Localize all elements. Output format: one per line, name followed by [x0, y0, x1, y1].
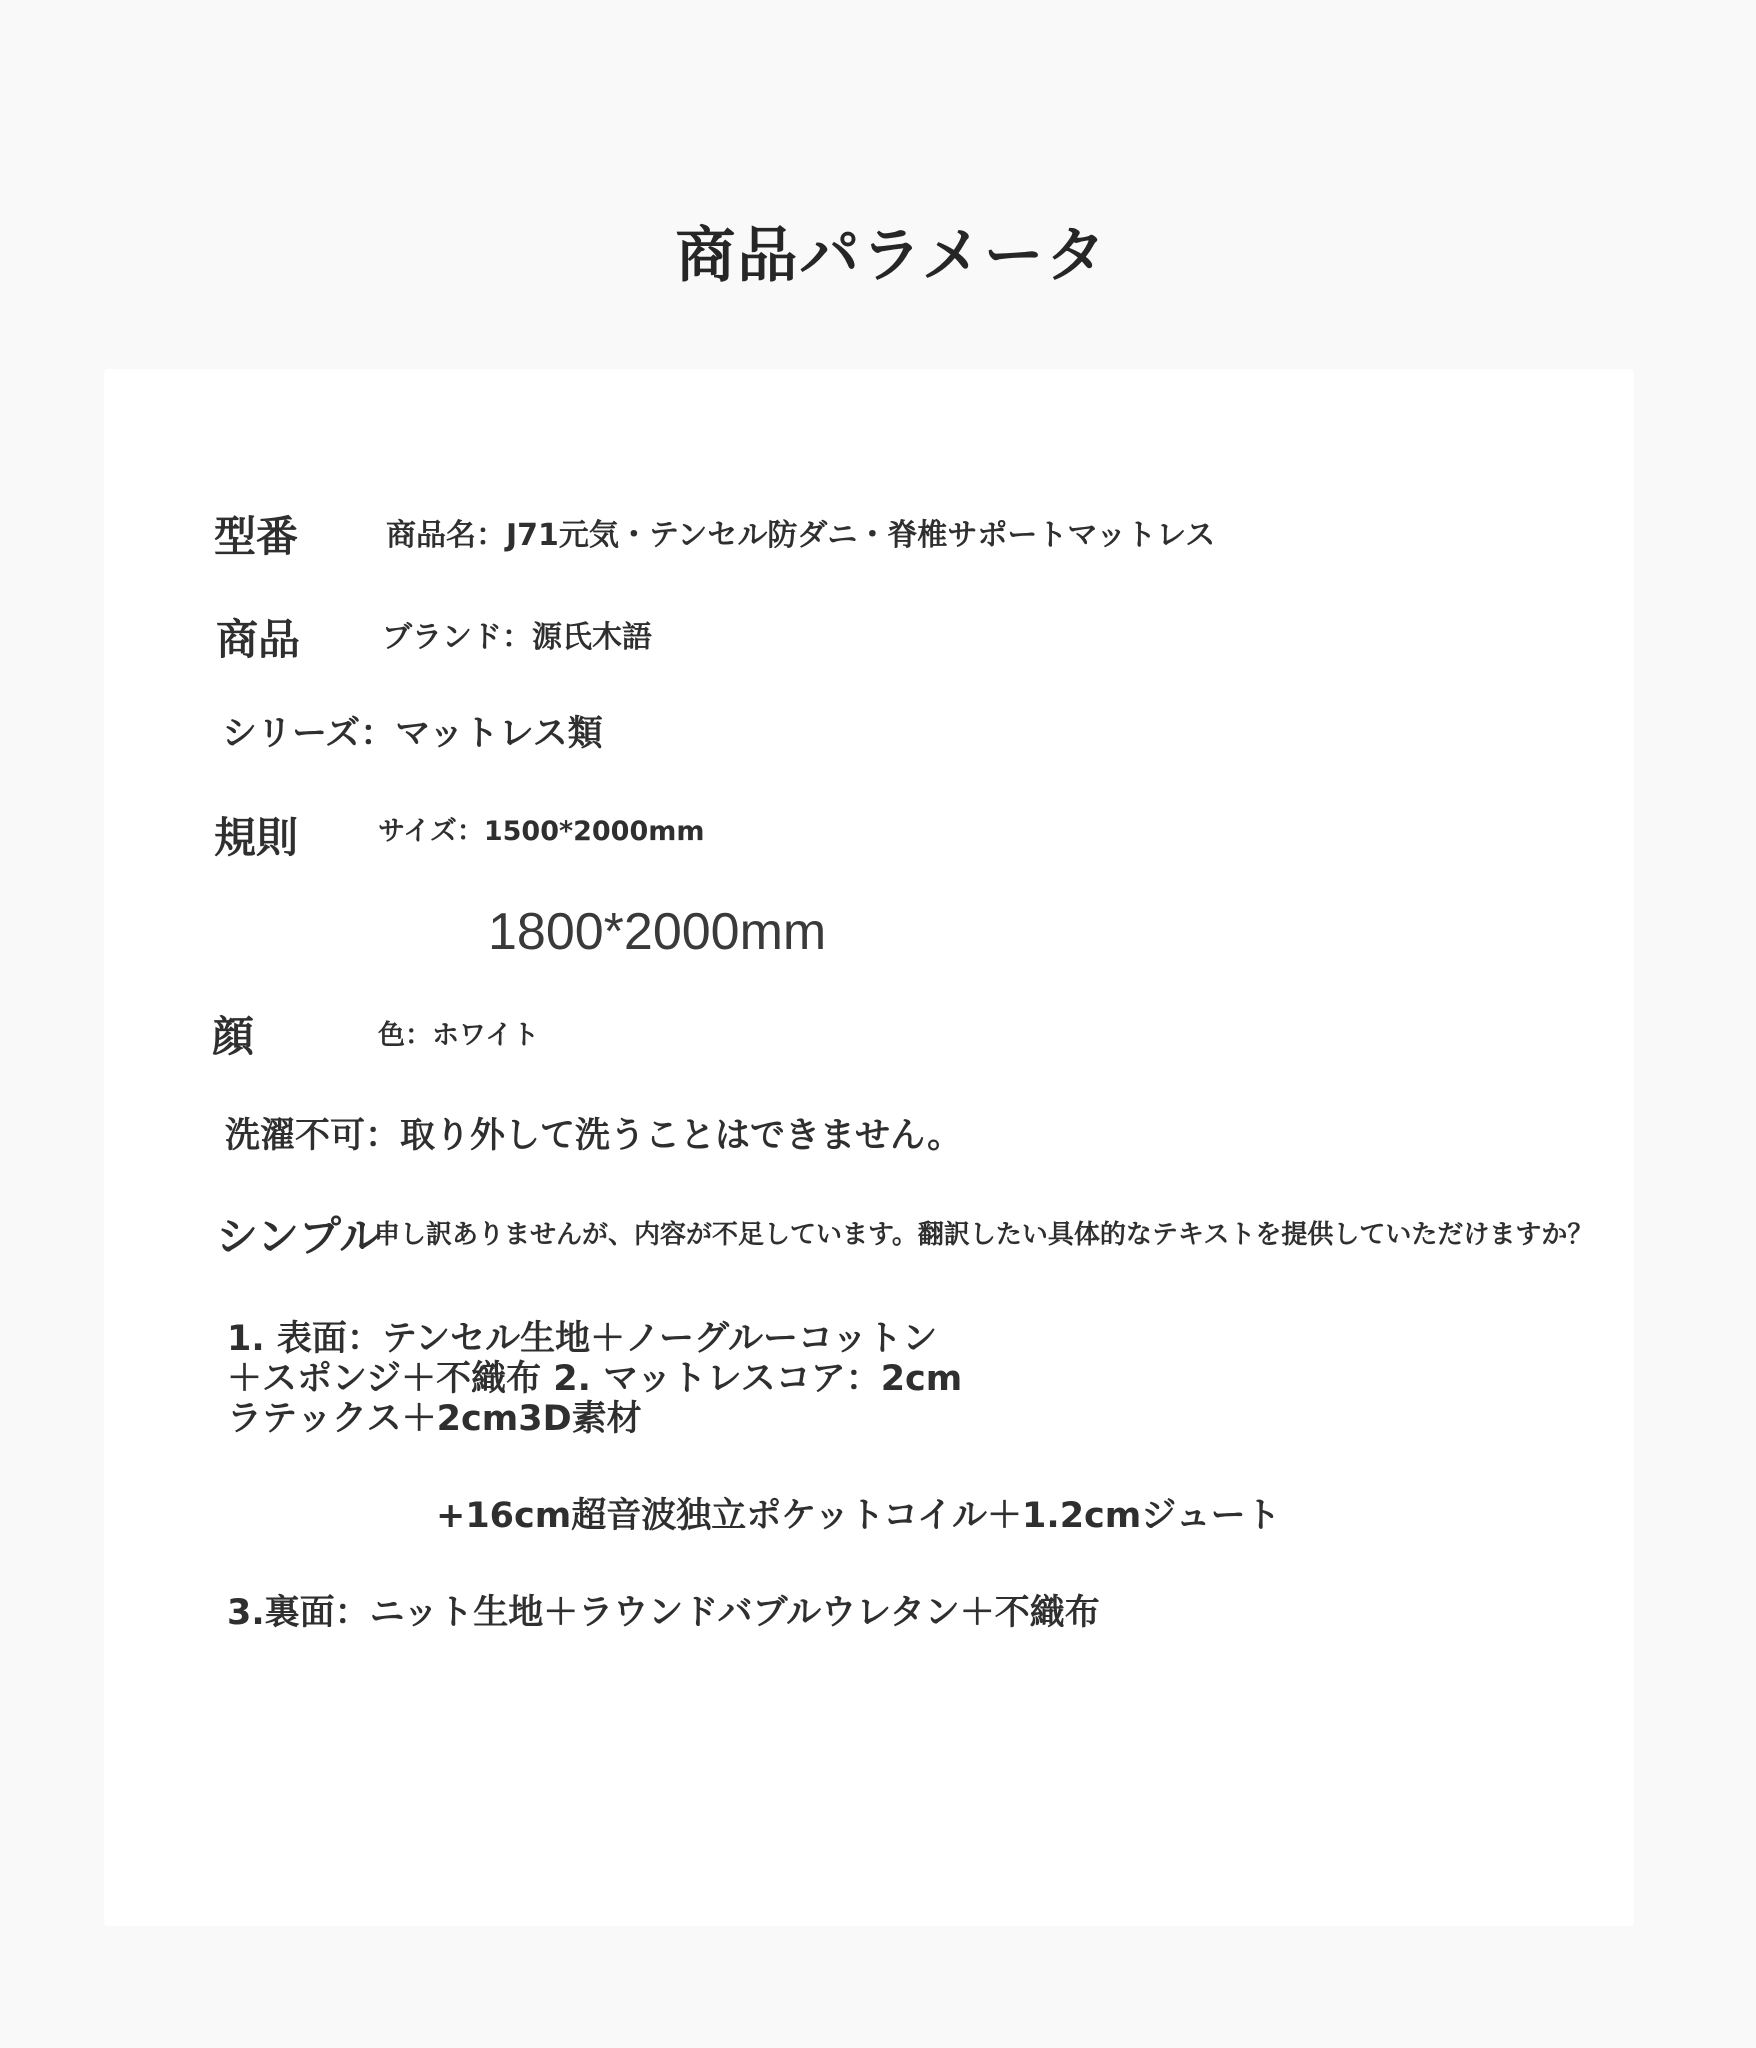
washing: 洗濯不可：取り外して洗うことはできません。 — [225, 1116, 963, 1156]
page-title: 商品パラメータ — [675, 221, 1108, 292]
simple-text: 申し訳ありませんが、内容が不足しています。翻訳したい具体的なテキストを提供していただけますか？ — [374, 1220, 1594, 1250]
color-label: 顔 — [212, 1012, 255, 1061]
structure-line-5: 3.裏面：ニット生地＋ラウンドバブルウレタン＋不織布 — [227, 1593, 1100, 1633]
structure-line-2: ＋スポンジ＋不織布 2. マットレスコア：2cm — [227, 1359, 963, 1399]
series: シリーズ：マットレス類 — [222, 714, 603, 754]
model-label: 型番 — [214, 512, 299, 561]
product-name: 商品名：J71元気・テンセル防ダニ・脊椎サポートマットレス — [386, 518, 1216, 553]
brand: ブランド：源氏木語 — [382, 620, 652, 655]
structure-line-1: 1. 表面：テンセル生地＋ノーグルーコットン — [227, 1319, 938, 1359]
simple-label: シンプル — [216, 1212, 382, 1261]
structure-line-4: +16cm超音波独立ポケットコイル＋1.2cmジュート — [436, 1496, 1281, 1536]
product-label: 商品 — [216, 615, 301, 664]
size-1: サイズ：1500*2000mm — [378, 816, 705, 847]
size-2: 1800*2000mm — [488, 903, 827, 961]
color: 色：ホワイト — [378, 1020, 540, 1051]
structure-line-3: ラテックス＋2cm3D素材 — [227, 1399, 642, 1439]
spec-label: 規則 — [214, 813, 299, 862]
